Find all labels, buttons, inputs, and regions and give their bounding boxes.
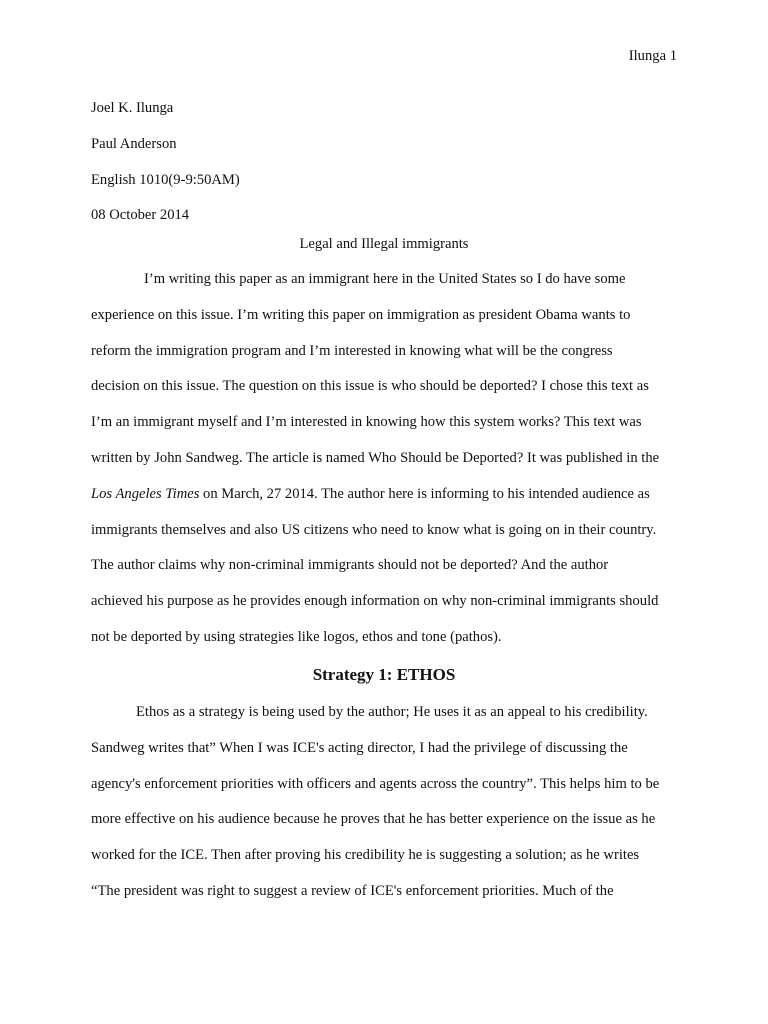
- paragraph-ethos: [91, 695, 681, 910]
- paragraph-line: reform the immigration program and I’m interested in knowing what will be the congress: [91, 342, 613, 359]
- paragraph-intro: [91, 262, 681, 656]
- course-name: English 1010(9-9:50AM): [91, 171, 240, 188]
- paragraph-line: agency's enforcement priorities with officers and agents across the country”. This helps him to be: [91, 775, 660, 792]
- section-heading-ethos: Strategy 1: ETHOS: [312, 665, 456, 684]
- paragraph-line: worked for the ICE. Then after proving his credibility he is suggesting a solution; as he writes: [91, 847, 640, 864]
- heading-block: [91, 91, 240, 234]
- paragraph-line: not be deported by using strategies like logos, ethos and tone (pathos).: [91, 628, 502, 645]
- paragraph-line: Sandweg writes that” When I was ICE's acting director, I had the privilege of discussing the: [91, 739, 628, 756]
- paragraph-line: I’m writing this paper as an immigrant here in the United States so I do have some: [144, 271, 626, 287]
- paper-date: 08 October 2014: [91, 207, 190, 224]
- paragraph-line: experience on this issue. I’m writing this paper on immigration as president Obama wants to: [91, 306, 631, 323]
- paragraph-line: [91, 477, 681, 513]
- paragraph-line: more effective on his audience because he proves that he has better experience on the issue as he: [91, 811, 656, 828]
- paper-title: Legal and Illegal immigrants: [299, 236, 469, 252]
- instructor-name: Paul Anderson: [91, 135, 177, 152]
- author-name: Joel K. Ilunga: [91, 100, 174, 116]
- paragraph-line: The author claims why non-criminal immigrants should not be deported? And the author: [91, 557, 609, 574]
- running-head: Ilunga 1: [628, 48, 677, 64]
- paragraph-line: “The president was right to suggest a review of ICE's enforcement priorities. Much of the: [91, 882, 614, 899]
- paragraph-line: I’m an immigrant myself and I’m interested in knowing how this system works? This text was: [91, 414, 642, 431]
- publication-title: Los Angeles Times: [91, 485, 200, 502]
- paragraph-line: written by John Sandweg. The article is named Who Should be Deported? It was published in the: [91, 449, 660, 466]
- paragraph-line: achieved his purpose as he provides enough information on why non-criminal immigrants should: [91, 593, 659, 610]
- paragraph-line: Ethos as a strategy is being used by the author; He uses it as an appeal to his credibility.: [136, 704, 648, 720]
- paragraph-line: decision on this issue. The question on this issue is who should be deported? I chose this text as: [91, 378, 649, 395]
- paragraph-line: immigrants themselves and also US citizens who need to know what is going on in their country.: [91, 521, 657, 538]
- paragraph-line-rest: on March, 27 2014. The author here is informing to his intended audience as: [199, 485, 650, 502]
